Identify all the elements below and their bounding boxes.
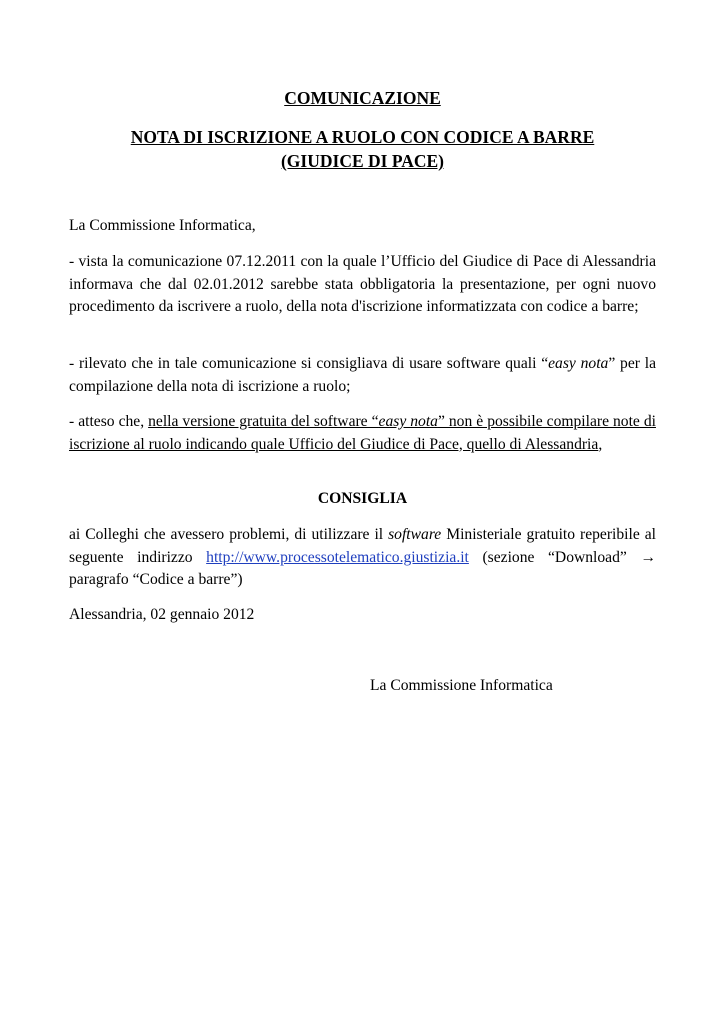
greeting-line: La Commissione Informatica, (69, 217, 256, 234)
right-arrow-icon: → (640, 548, 656, 566)
document-title: COMUNICAZIONE (284, 88, 441, 108)
paragraph-rilevato-text-a: - rilevato che in tale comunicazione si consigliava di usare software quali “ (69, 355, 549, 372)
paragraph-advice-text-d: paragrafo “Codice a barre”) (69, 571, 243, 588)
processo-telematico-link[interactable]: http://www.processotelematico.giustizia.it (206, 548, 469, 566)
paragraph-atteso-text-b: ” non è possibile compilare note di iscrizione al ruolo indicando quale Ufficio del Giudice di Pace, quello di Alessandria (69, 413, 656, 453)
subtitle-line-1: NOTA DI ISCRIZIONE A RUOLO CON CODICE A BARRE (130, 127, 595, 147)
date-line: Alessandria, 02 gennaio 2012 (69, 606, 255, 623)
paragraph-advice-text-b: Ministeriale gratuito reperibile al seguente indirizzo (69, 526, 656, 566)
software-italic: software (388, 526, 442, 543)
paragraph-atteso-text-a: nella versione gratuita del software “ (148, 413, 379, 430)
paragraph-advice-text-c: (sezione “Download” (468, 548, 641, 566)
easy-nota-italic-underlined: easy nota (378, 413, 438, 430)
subtitle-line-2: (GIUDICE DI PACE) (280, 151, 444, 171)
document-subtitle (69, 125, 656, 173)
paragraph-advice (69, 524, 656, 592)
paragraph-advice-text-a: ai Colleghi che avessero problemi, di utilizzare il (69, 526, 389, 543)
paragraph-vista: - vista la comunicazione 07.12.2011 con la quale l’Ufficio del Giudice di Pace di Alessandria informava che dal 02.01.2012 sarebbe stata obbligatoria la presentazione, per ogni nuovo procedimento da iscrivere a ruolo, della nota d'iscrizione informatizzata con codice a barre; (69, 253, 656, 315)
easy-nota-italic: easy nota (548, 355, 609, 372)
paragraph-atteso (69, 411, 656, 456)
consiglia-heading: CONSIGLIA (317, 490, 408, 507)
paragraph-atteso-underlined (69, 413, 656, 453)
paragraph-rilevato (69, 353, 656, 398)
paragraph-rilevato-text-b: ” per la compilazione della nota di iscrizione a ruolo; (69, 355, 656, 395)
paragraph-atteso-prefix: - atteso che, (69, 413, 149, 430)
paragraph-atteso-suffix: , (598, 435, 603, 453)
signature-line: La Commissione Informatica (370, 677, 553, 694)
